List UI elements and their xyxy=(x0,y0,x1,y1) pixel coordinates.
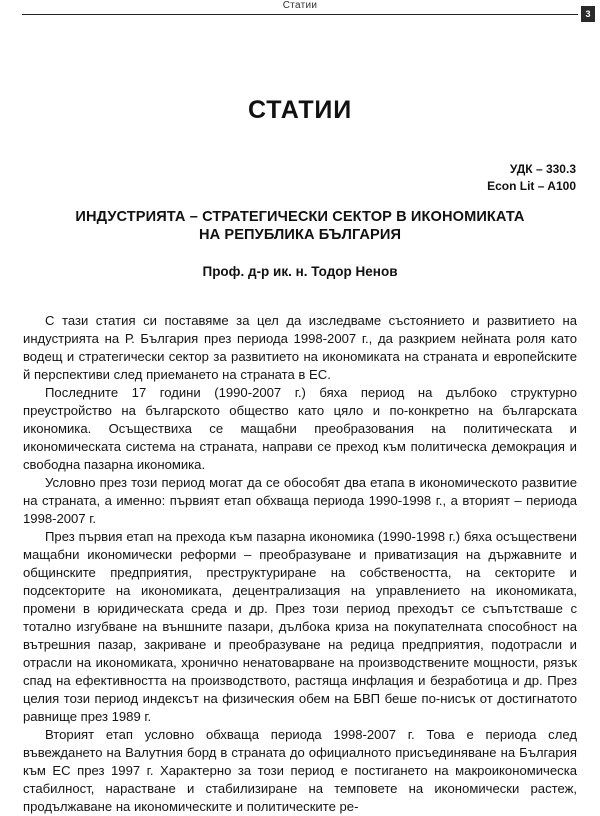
body-paragraph: Условно през този период могат да се обособят два етапа в икономическото развитие на страната, а именно: първият етап обхваща периода 1990-1998 г., а вторият – периода 1998-2007 г. xyxy=(23,475,577,526)
section-heading: СТАТИИ xyxy=(248,96,352,124)
running-head-title: Статии xyxy=(282,0,318,11)
body-paragraph: С тази статия си поставяме за цел да изследваме състоянието и развитието на индустрията на Р. България през периода 1998-2007 г., да разкрием нейната роля като водещ и стратегически сектор за развитието на икономиката на страната и европейските й перспективи след приемането на страната в ЕС. xyxy=(23,313,577,382)
header-divider xyxy=(22,14,578,15)
article-title xyxy=(0,208,600,244)
udk-code: УДК – 330.3 xyxy=(509,162,576,176)
body-paragraph: През първия етап на прехода към пазарна икономика (1990-1998 г.) бяха осъществени мащабни икономически реформи – преобразуване и приватизация на държавните и общинските предприятия, преструктуриране на собствеността, на секторите и подсекторите на икономиката, децентрализация на управлението на икономиката, промени в юридическата среда и др. През този период преходът се съпътстваше с тотално изгубване на външните пазари, дълбока криза на покупателната способност на вътрешния пазар, закриване и преобразуване на редица предприятия, подотрасли и отрасли на икономиката, хронично ненатоварване на производствените мощности, рязък спад на ефективността на производството, растяща инфлация и безработица и др. През целия този период индексът на физическия обем на БВП беше по-нисък от достигнатото равнище през 1989 г. xyxy=(23,529,577,724)
body-paragraph: Последните 17 години (1990-2007 г.) бяха период на дълбоко структурно преустройство на българското общество като цяло и по-конкретно на българската икономика. Осъществиха се мащабни преобразования на политическата и икономическата система на страната, направи се преход към политическа демокрация и свободна пазарна икономика. xyxy=(23,385,577,472)
body-paragraph: Вторият етап условно обхваща периода 1998-2007 г. Това е периода след въвеждането на Валутния борд в страната до официалното присъединяване на България към ЕС през 1997 г. Характерно за този период е постигането на макроикономическа стабилност, нарастване и стабилизиране на темповете на икономически растеж, продължаване на икономическите и политическите ре- xyxy=(23,727,577,814)
article-title-line-1: ИНДУСТРИЯТА – СТРАТЕГИЧЕСКИ СЕКТОР В ИКОНОМИКАТА xyxy=(75,209,525,225)
page-number-badge: 3 xyxy=(581,6,595,22)
page-header xyxy=(0,0,600,19)
article-author: Проф. д-р ик. н. Тодор Ненов xyxy=(202,264,398,279)
econlit-code: Econ Lit – A100 xyxy=(487,179,576,193)
article-body xyxy=(23,312,577,816)
article-title-line-2: НА РЕПУБЛИКА БЪЛГАРИЯ xyxy=(198,227,402,243)
classification-codes xyxy=(487,161,576,195)
